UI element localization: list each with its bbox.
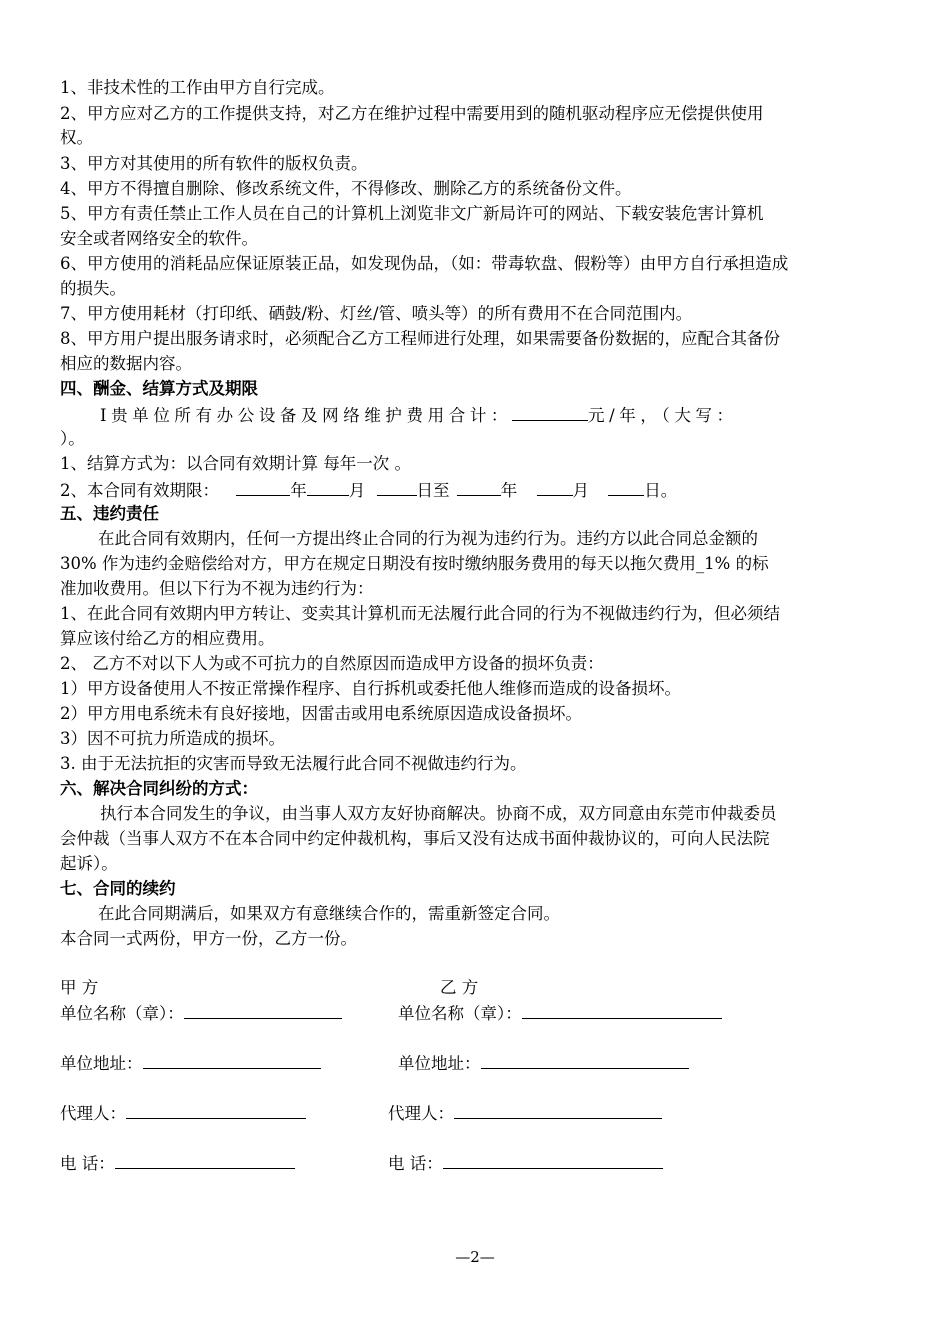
breach-para-1: 在此合同有效期内，任何一方提出终止合同的行为视为违约行为。违约方以此合同总金额的 <box>98 529 758 548</box>
clause-a-1: 1、非技术性的工作由甲方自行完成。 <box>60 78 335 97</box>
page-number: —2— <box>455 1248 495 1266</box>
fee-suffix: 元/年，（大写： <box>588 406 738 425</box>
day-to-label: 日至 <box>416 481 450 500</box>
dispute-para: 执行本合同发生的争议，由当事人双方友好协商解决。协商不成，双方同意由东莞市仲裁委员 <box>100 804 777 823</box>
end-month-blank[interactable] <box>537 477 573 496</box>
party-a-address-blank[interactable] <box>143 1050 321 1069</box>
party-a-unit-name <box>60 1000 342 1026</box>
clause-a-8: 8、甲方用户提出服务请求时，必须配合乙方工程师进行处理，如果需要备份数据的，应配合其备份 <box>60 329 780 348</box>
party-b-address-label: 单位地址： <box>398 1054 481 1073</box>
breach-item-2: 2、 乙方不对以下人为或不可抗力的自然原因而造成甲方设备的损坏负责： <box>60 654 604 673</box>
party-a-unit-name-label: 单位名称（章）： <box>60 1004 184 1023</box>
year-label: 年 <box>290 481 307 500</box>
party-b-phone-label: 电 话： <box>388 1154 443 1173</box>
clause-a-7: 7、甲方使用耗材（打印纸、硒鼓/粉、灯丝/管、喷头等）的所有费用不在合同范围内。 <box>60 304 693 323</box>
fee-amount-blank[interactable] <box>512 402 588 421</box>
party-a-phone <box>60 1150 295 1176</box>
clause-a-2-cont: 权。 <box>60 128 93 147</box>
term-prefix: 2、本合同有效期限： <box>60 481 219 500</box>
fee-prefix: Ⅰ贵单位所有办公设备及网络维护费用合计： <box>100 406 513 425</box>
start-year-blank[interactable] <box>236 477 290 496</box>
party-b-unit-name-blank[interactable] <box>522 1000 722 1019</box>
breach-sub-1: 1）甲方设备使用人不按正常操作程序、自行拆机或委托他人维修而造成的设备损坏。 <box>60 679 681 698</box>
dispute-para-cont: 会仲裁（当事人双方不在本合同中约定仲裁机构，事后又没有达成书面仲裁协议的，可向人民法院 <box>60 829 770 848</box>
settlement-method: 1、结算方式为：以合同有效期计算 每年一次 。 <box>60 454 411 473</box>
breach-item-1-cont: 算应该付给乙方的相应费用。 <box>60 629 275 648</box>
breach-item-3: 3. 由于无法抗拒的灾害而导致无法履行此合同不视做违约行为。 <box>60 754 527 773</box>
fee-close: ）。 <box>60 429 85 448</box>
party-a-phone-label: 电 话： <box>60 1154 115 1173</box>
clause-a-2: 2、甲方应对乙方的工作提供支持，对乙方在维护过程中需要用到的随机驱动程序应无偿提供使用 <box>60 104 764 123</box>
end-year-blank[interactable] <box>457 477 501 496</box>
dispute-para-end: 起诉）。 <box>60 854 118 873</box>
end-day-label: 日。 <box>644 481 678 500</box>
clause-a-5: 5、甲方有责任禁止工作人员在自己的计算机上浏览非文广新局许可的网站、下载安装危害计算机 <box>60 204 764 223</box>
party-b-phone-blank[interactable] <box>443 1150 663 1169</box>
party-a-address <box>60 1050 321 1076</box>
clause-a-6: 6、甲方使用的消耗品应保证原装正品，如发现伪品，（如：带毒软盘、假粉等）由甲方自行承担造成 <box>60 254 789 273</box>
party-a-label: 甲 方 <box>60 978 99 997</box>
breach-sub-2: 2）甲方用电系统未有良好接地，因雷击或用电系统原因造成设备损坏。 <box>60 704 582 723</box>
party-b-label: 乙 方 <box>440 978 479 997</box>
breach-sub-3: 3）因不可抗力所造成的损坏。 <box>60 729 285 748</box>
end-year-label: 年 <box>500 481 518 500</box>
party-b-unit-name-label: 单位名称（章）： <box>398 1004 522 1023</box>
party-b-phone <box>388 1150 663 1176</box>
clause-a-5-cont: 安全或者网络安全的软件。 <box>60 229 258 248</box>
fee-line <box>100 402 908 428</box>
clause-a-6-cont: 的损失。 <box>60 279 126 298</box>
copies-line: 本合同一式两份，甲方一份，乙方一份。 <box>60 929 357 948</box>
section5-heading: 五、违约责任 <box>60 504 159 523</box>
month-label: 月 <box>348 481 366 500</box>
party-b-agent <box>388 1100 662 1126</box>
clause-a-3: 3、甲方对其使用的所有软件的版权负责。 <box>60 154 368 173</box>
party-a-agent-label: 代理人： <box>60 1104 126 1123</box>
party-a-address-label: 单位地址： <box>60 1054 143 1073</box>
section4-heading: 四、酬金、结算方式及期限 <box>60 379 258 398</box>
start-month-blank[interactable] <box>307 477 349 496</box>
renewal-para: 在此合同期满后，如果双方有意继续合作的，需重新签定合同。 <box>98 904 560 923</box>
clause-a-4: 4、甲方不得擅自删除、修改系统文件，不得修改、删除乙方的系统备份文件。 <box>60 179 632 198</box>
party-a-unit-name-blank[interactable] <box>184 1000 342 1019</box>
party-b-address-blank[interactable] <box>481 1050 689 1069</box>
end-month-label: 月 <box>572 481 589 500</box>
party-a-phone-blank[interactable] <box>115 1150 295 1169</box>
term-line <box>60 477 910 503</box>
party-b-address <box>398 1050 689 1076</box>
party-a-agent-blank[interactable] <box>126 1100 306 1119</box>
party-b-unit-name <box>398 1000 722 1026</box>
start-day-blank[interactable] <box>377 477 417 496</box>
breach-item-1: 1、在此合同有效期内甲方转让、变卖其计算机而无法履行此合同的行为不视做违约行为，但必须结 <box>60 604 780 623</box>
section7-heading: 七、合同的续约 <box>60 879 176 898</box>
party-b-agent-label: 代理人： <box>388 1104 454 1123</box>
section6-heading: 六、解决合同纠纷的方式： <box>60 779 258 798</box>
clause-a-8-cont: 相应的数据内容。 <box>60 354 192 373</box>
breach-para-1-end: 准加收费用。但以下行为不视为违约行为： <box>60 579 374 598</box>
breach-para-1-cont: 30% 作为违约金赔偿给对方，甲方在规定日期没有按时缴纳服务费用的每天以拖欠费用_1% 的标 <box>60 554 769 573</box>
end-day-blank[interactable] <box>608 477 644 496</box>
party-b-agent-blank[interactable] <box>454 1100 662 1119</box>
party-a-agent <box>60 1100 306 1126</box>
